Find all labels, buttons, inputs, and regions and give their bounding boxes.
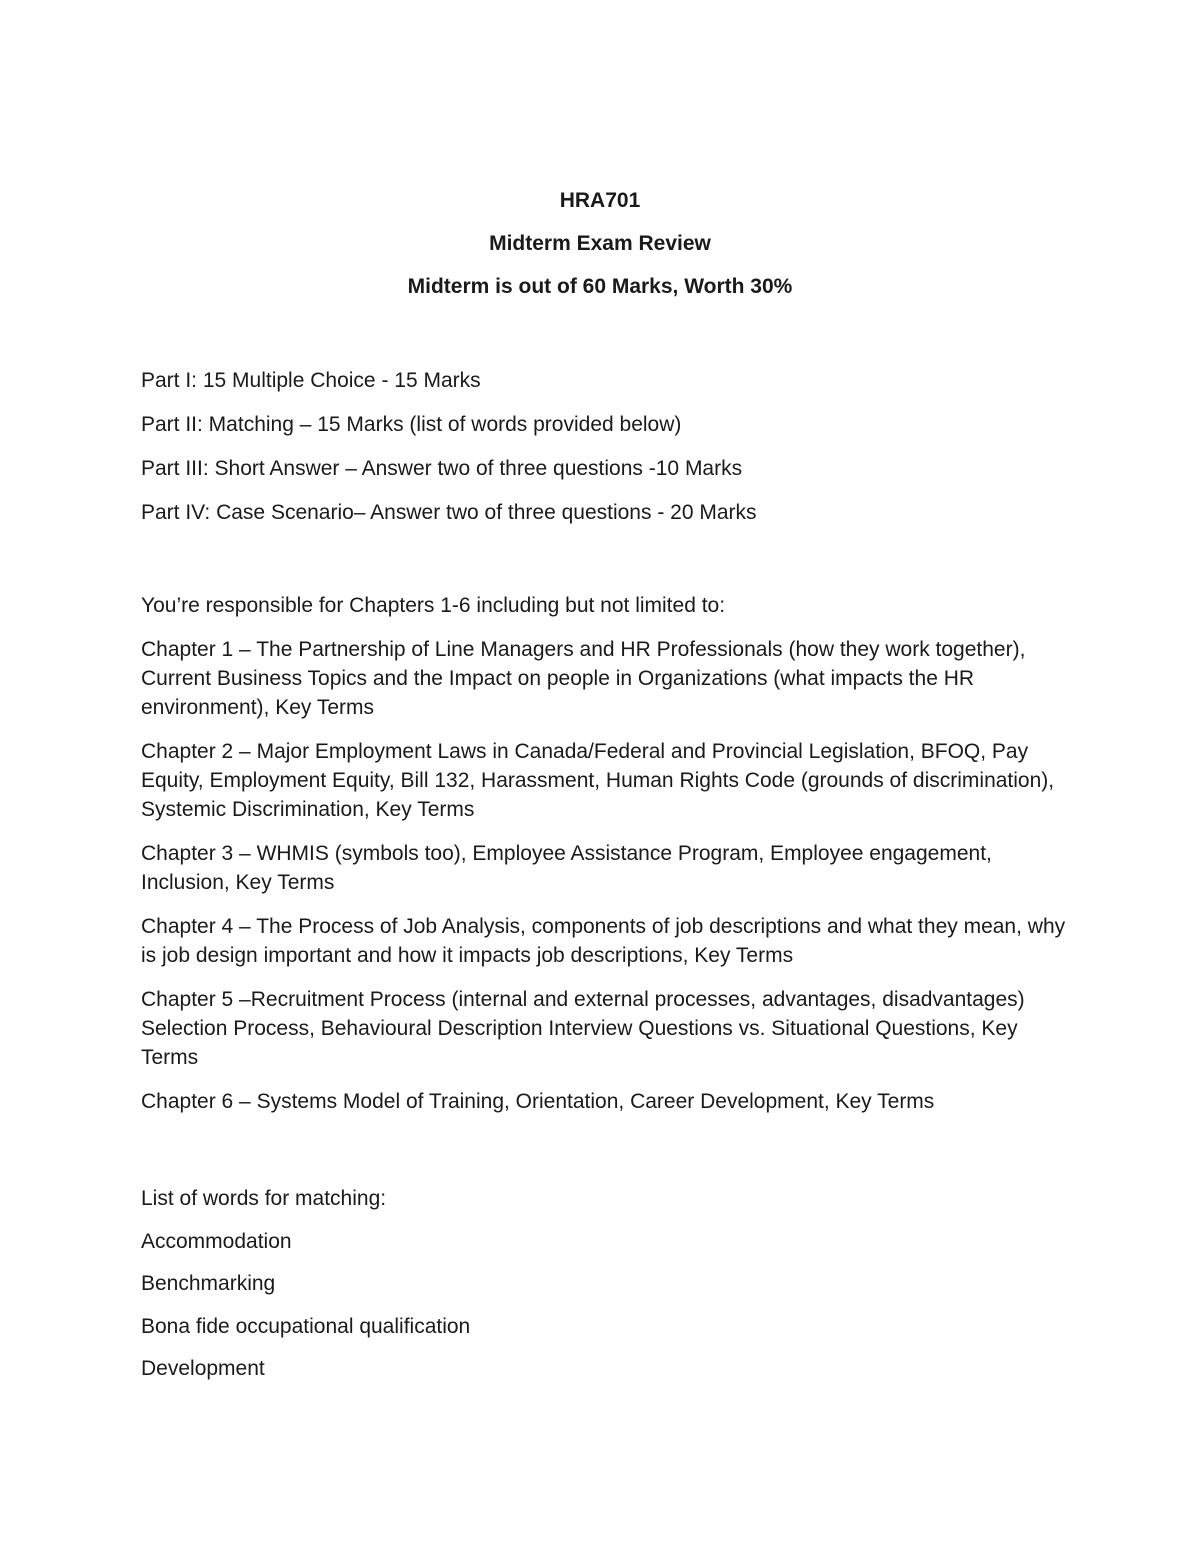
- matching-word: Development: [141, 1357, 265, 1380]
- matching-word: Benchmarking: [141, 1272, 276, 1295]
- matching-words-section: [141, 1184, 1071, 1397]
- matching-word: Accommodation: [141, 1229, 292, 1253]
- course-code: HRA701: [559, 189, 641, 212]
- chapter-4-paragraph: Chapter 4 – The Process of Job Analysis, components of job descriptions and what they mean, why is job design important and how it impacts job descriptions, Key Terms: [141, 915, 1066, 967]
- exam-parts-list: [141, 366, 1071, 542]
- exam-part-1: Part I: 15 Multiple Choice - 15 Marks: [141, 369, 481, 392]
- matching-intro: List of words for matching:: [141, 1187, 387, 1210]
- exam-part-2: Part II: Matching – 15 Marks (list of words provided below): [141, 413, 682, 436]
- chapters-intro: You’re responsible for Chapters 1-6 including but not limited to:: [141, 594, 726, 617]
- matching-word: Bona fide occupational qualification: [141, 1314, 471, 1338]
- document-subtitle: Midterm is out of 60 Marks, Worth 30%: [407, 275, 793, 298]
- document-header: [0, 187, 1200, 316]
- chapters-section: [141, 591, 1071, 1131]
- chapter-1-paragraph: Chapter 1 – The Partnership of Line Managers and HR Professionals (how they work together), Current Business Topics and the Impact on people in Organizations (what impacts the HR environment), Key Terms: [141, 638, 1026, 719]
- chapter-6-paragraph: Chapter 6 – Systems Model of Training, Orientation, Career Development, Key Terms: [141, 1090, 935, 1113]
- chapter-3-paragraph: Chapter 3 – WHMIS (symbols too), Employee Assistance Program, Employee engagement, Inclusion, Key Terms: [141, 842, 992, 894]
- document-title: Midterm Exam Review: [489, 232, 711, 255]
- exam-part-4: Part IV: Case Scenario– Answer two of three questions - 20 Marks: [141, 501, 757, 524]
- chapter-2-paragraph: Chapter 2 – Major Employment Laws in Canada/Federal and Provincial Legislation, BFOQ, Pay Equity, Employment Equity, Bill 132, Harassment, Human Rights Code (grounds of discrimination), Systemic Discrimination, Key Terms: [141, 740, 1055, 821]
- chapter-5-paragraph: Chapter 5 –Recruitment Process (internal and external processes, advantages, disadvantages) Selection Process, Behavioural Description Interview Questions vs. Situational Questions, Key Terms: [141, 988, 1025, 1069]
- exam-part-3: Part III: Short Answer – Answer two of three questions -10 Marks: [141, 457, 743, 480]
